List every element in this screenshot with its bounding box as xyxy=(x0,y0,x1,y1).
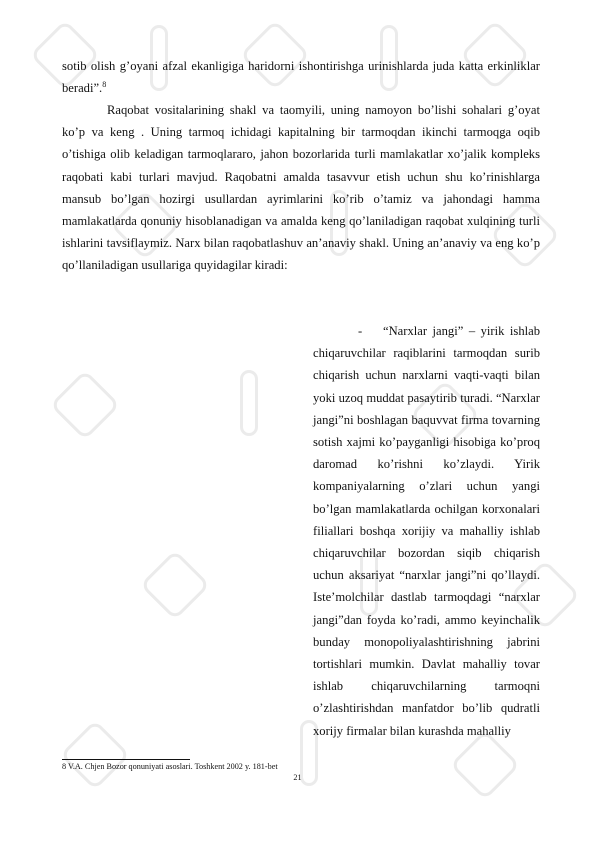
page-number: 21 xyxy=(293,773,302,782)
footnote: 8 V.A. Chjen Bozor qonuniyati asoslari. Toshkent 2002 y. 181-bet xyxy=(62,762,278,771)
footnote-reference: 8 xyxy=(102,80,107,90)
paragraph-competition-methods: Raqobat vositalarining shakl va taomyili, uning namoyon bo’lishi sohalari g’oyat ko’p va keng . Uning tarmoq ichidagi kapitalning bir tarmoqdan ikinchi tarmoqga oqib o’tishiga olib keladigan tarmoqlararo, jahon bozorlarida turli mamlakatlar xo’jalik kompleks raqobati kabi turlari mavjud. Raqobatni amalda tasavvur etish uchun shu ko’rinishlarga mansub bo’lgan hozirgi usullardan ayrimlarini ko’rib o’tamiz va jahondagi hamma mamlakatlarda qonuniy hisoblanadigan va amalda keng qo’laniladigan raqobat xulqining turli ishlarini tavsiflaymiz. Narx bilan raqobatlashuv an’anaviy shakl. Uning an’anaviy va eng ko’p qo’llaniladigan usullariga quyidagilar kiradi: xyxy=(62,103,540,273)
paragraph-continuation xyxy=(62,55,540,99)
paragraph-continuation-text: sotib olish g’oyani afzal ekanligiga haridorni ishontirishga urinishlarda juda katta erkinliklar beradi”. xyxy=(62,59,540,96)
list-item-price-war: “Narxlar jangi” – yirik ishlab chiqaruvchilar raqiblarini tarmoqdan surib chiqarish uchun narxlarni vaqti-vaqti bilan yoki uzoq muddat pasaytirib turadi. “Narxlar jangi”ni boshlagan baquvvat firma tovarning sotish xajmi ko’payganligi hisobiga ko’proq daromad ko’rishni ko’zlaydi. Yirik kompaniyalarning o’zlari uchun yangi bo’lgan mamlakatlarda ochilgan korxonalari filiallari boshqa xorijiy va mahalliy ishlab chiqaruvchilar bozordan siqib chiqarish uchun aksariyat “narxlar jangi”ni qo’llaydi. Iste’molchilar dastlab tarmoqdagi “narxlar jangi”dan foyda ko’radi, ammo keyinchalik bunday monopoliyalashtirishning jabrini tortishlari mumkin. Davlat mahalliy tovar ishlab chiqaruvchilarning tarmoqni o’zlashtirishdan manfatdor bo’lib qudratli xorijy firmalar bilan kurashda mahalliy xyxy=(313,324,540,738)
list-bullet-dash: - xyxy=(358,324,363,338)
bullet-list xyxy=(313,320,540,742)
footnote-separator xyxy=(62,759,190,760)
